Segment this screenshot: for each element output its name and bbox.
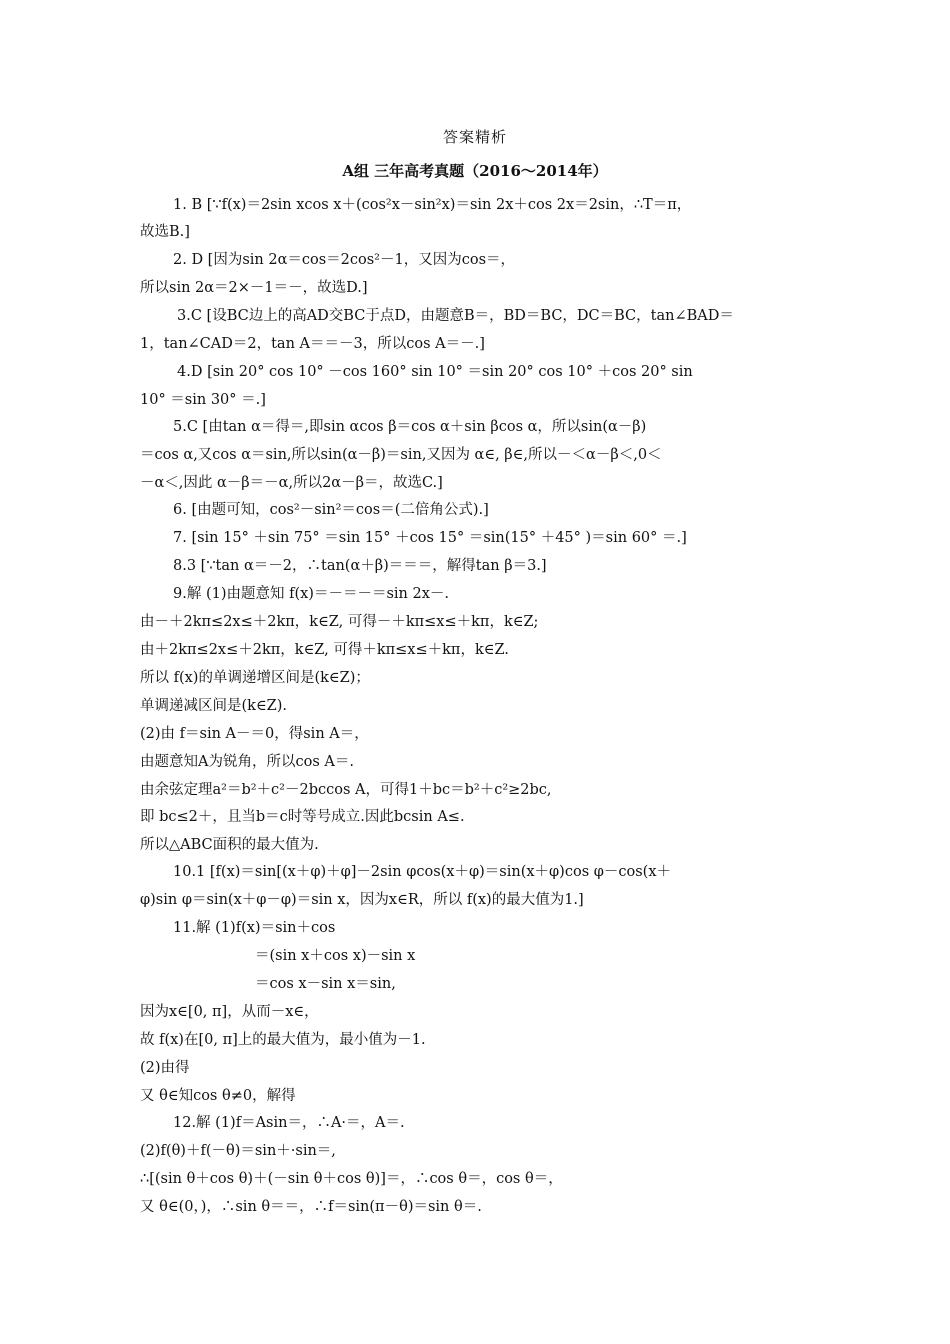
text-line: 7. [sin 15° ＋sin 75° ＝sin 15° ＋cos 15° ＝sin(15° ＋45° )＝sin 60° ＝.]: [173, 530, 687, 546]
text-line: 2. D [因为sin 2α＝cos＝2cos²－1，又因为cos＝，: [173, 252, 516, 268]
text-line: ＝cos x－sin x＝sin,: [255, 976, 396, 992]
text-line: 由余弦定理a²＝b²＋c²－2bccos A，可得1＋bc＝b²＋c²≥2bc,: [140, 782, 552, 798]
text-line: 单调递减区间是(k∈Z).: [140, 698, 288, 714]
text-line: 9.解 (1)由题意知 f(x)＝－＝－＝sin 2x－.: [173, 586, 449, 602]
text-line: 8.3 [∵tan α＝－2，∴tan(α＋β)＝＝＝，解得tan β＝3.]: [173, 558, 547, 574]
text-line: 由题意知A为锐角，所以cos A＝.: [140, 754, 354, 770]
text-line: 1，tan∠CAD＝2，tan A＝＝－3，所以cos A＝－.]: [140, 336, 485, 352]
text-line: －α＜,因此 α－β＝－α,所以2α－β＝，故选C.]: [140, 475, 443, 491]
text-line: ∴[(sin θ＋cos θ)＋(－sin θ＋cos θ)]＝，∴cos θ＝，cos θ＝，: [140, 1171, 563, 1187]
section-title: A组 三年高考真题（2016～2014年）: [342, 162, 608, 180]
text-line: 3.C [设BC边上的高AD交BC于点D，由题意B＝，BD＝BC，DC＝BC，tan∠BAD＝: [177, 308, 734, 324]
text-line: 4.D [sin 20° cos 10° －cos 160° sin 10° ＝sin 20° cos 10° ＋cos 20° sin: [177, 364, 693, 380]
text-line: 故 f(x)在[0, π]上的最大值为，最小值为－1.: [140, 1032, 426, 1048]
text-line: 5.C [由tan α＝得＝,即sin αcos β＝cos α＋sin βcos α，所以sin(α－β): [173, 419, 647, 435]
text-line: ＝(sin x＋cos x)－sin x: [255, 948, 416, 964]
text-line: 因为x∈[0, π]，从而－x∈，: [140, 1004, 319, 1020]
page-title: 答案精析: [442, 128, 507, 146]
text-line: 即 bc≤2＋，且当b＝c时等号成立.因此bcsin A≤.: [140, 809, 465, 825]
text-line: 1. B [∵f(x)＝2sin xcos x＋(cos²x－sin²x)＝sin 2x＋cos 2x＝2sin，∴T＝π，: [173, 197, 692, 213]
text-line: (2)f(θ)＋f(－θ)＝sin＋·sin＝,: [140, 1143, 336, 1159]
text-line: 所以△ABC面积的最大值为.: [140, 837, 319, 853]
text-line: (2)由 f＝sin A－＝0，得sin A＝，: [140, 726, 369, 742]
text-line: 故选B.]: [140, 224, 190, 240]
text-line: 6. [由题可知，cos²－sin²＝cos＝(二倍角公式).]: [173, 502, 489, 518]
text-line: 11.解 (1)f(x)＝sin＋cos: [173, 920, 336, 936]
text-line: 10° ＝sin 30° ＝.]: [140, 392, 266, 408]
text-line: 又 θ∈(0，)，∴sin θ＝＝，∴f＝sin(π－θ)＝sin θ＝.: [140, 1199, 482, 1215]
text-line: 由－＋2kπ≤2x≤＋2kπ，k∈Z, 可得－＋kπ≤x≤＋kπ，k∈Z;: [140, 614, 539, 630]
text-line: 10.1 [f(x)＝sin[(x＋φ)＋φ]－2sin φcos(x＋φ)＝sin(x＋φ)cos φ－cos(x＋: [173, 864, 672, 880]
text-line: (2)由得: [140, 1060, 190, 1076]
text-line: ＝cos α,又cos α＝sin,所以sin(α－β)＝sin,又因为 α∈, β∈,所以－＜α－β＜,0＜: [140, 447, 662, 463]
text-line: 由＋2kπ≤2x≤＋2kπ，k∈Z, 可得＋kπ≤x≤＋kπ，k∈Z.: [140, 642, 509, 658]
text-line: φ)sin φ＝sin(x＋φ－φ)＝sin x，因为x∈R，所以 f(x)的最大值为1.]: [140, 892, 584, 908]
text-line: 所以 f(x)的单调递增区间是(k∈Z)；: [140, 670, 370, 686]
text-line: 12.解 (1)f＝Asin＝，∴A·＝，A＝.: [173, 1115, 405, 1131]
text-line: 所以sin 2α＝2×－1＝－，故选D.]: [140, 280, 368, 296]
text-line: 又 θ∈知cos θ≠0，解得: [140, 1088, 296, 1104]
